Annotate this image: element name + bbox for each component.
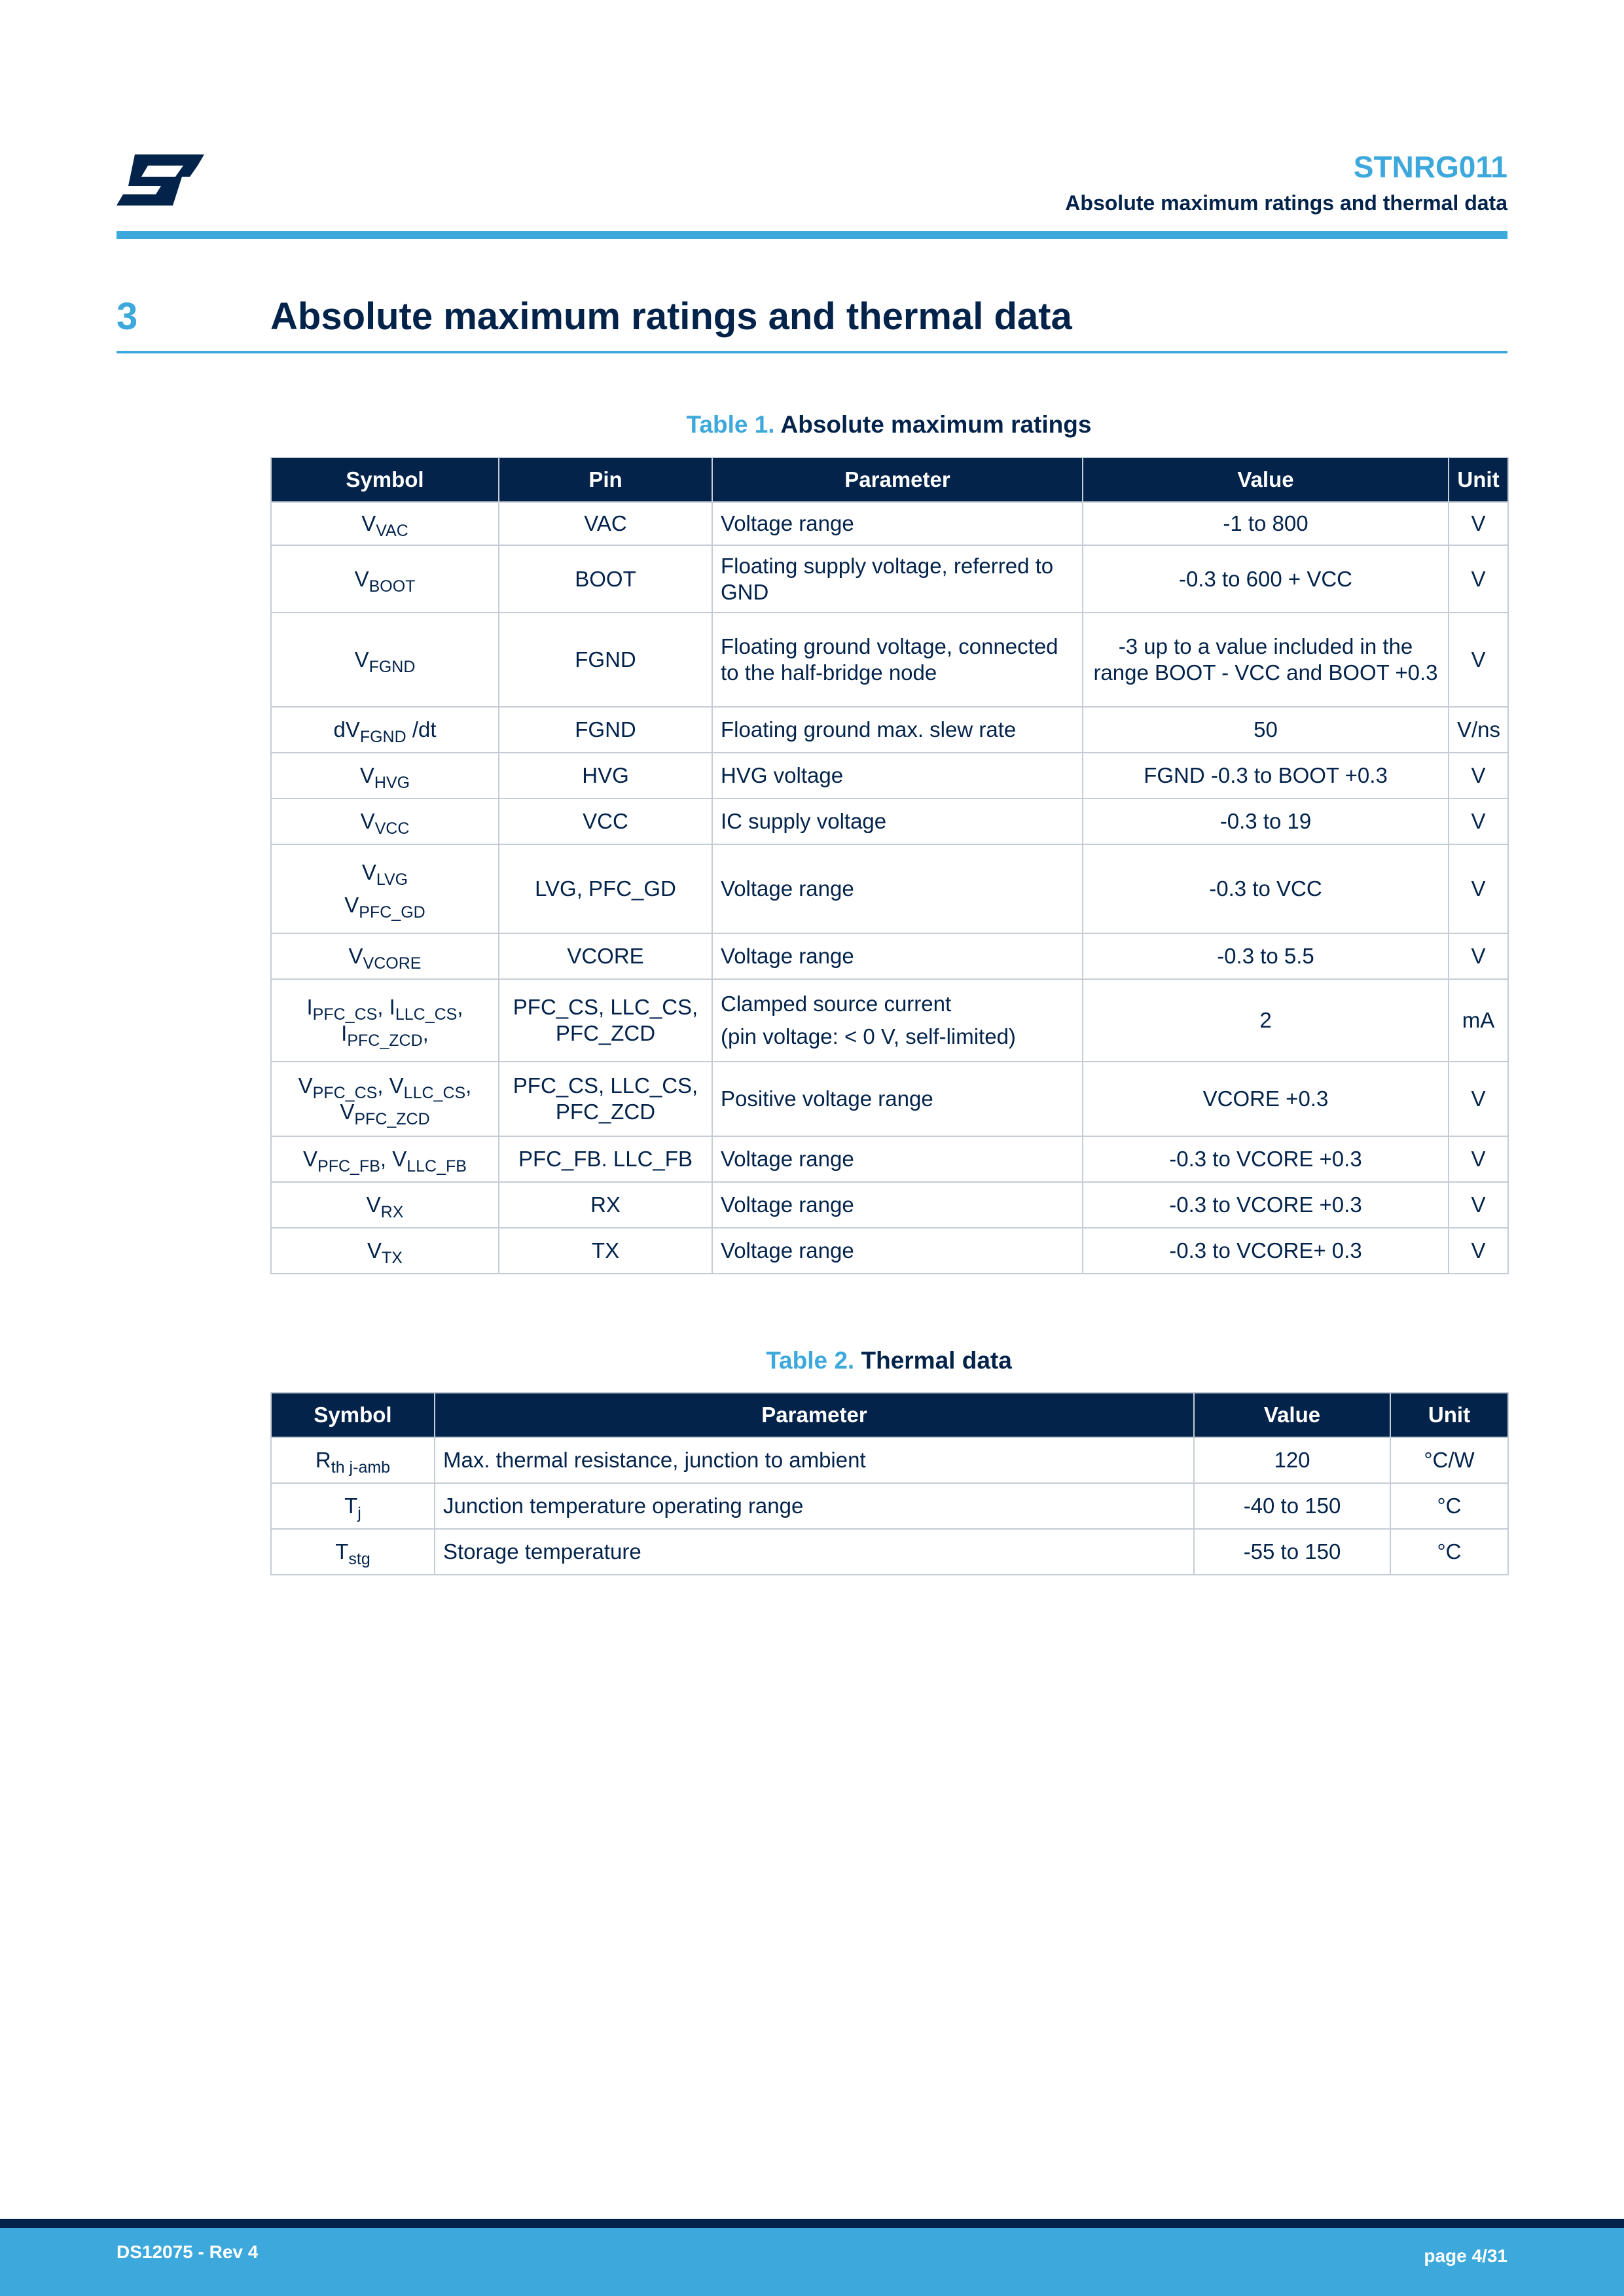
symbol-letter: R (315, 1448, 331, 1473)
document-revision: DS12075 - Rev 4 (117, 2242, 259, 2262)
parameter-line: Clamped source current (721, 992, 952, 1016)
unit-cell: V (1449, 753, 1508, 798)
symbol-letter: T (344, 1494, 358, 1518)
table2-header-row (271, 1393, 1508, 1437)
symbol-subscript: HVG (374, 774, 410, 793)
parameter-cell: Voltage range (712, 933, 1083, 979)
symbol-cell (271, 1062, 499, 1136)
value-cell: -55 to 150 (1194, 1529, 1390, 1575)
symbol-cell (271, 1182, 499, 1228)
symbol-cell (271, 545, 499, 613)
parameter-cell: Floating ground max. slew rate (712, 707, 1083, 753)
parameter-cell: HVG voltage (712, 753, 1083, 798)
unit-cell: V (1449, 844, 1508, 933)
pin-cell: TX (499, 1228, 712, 1274)
pin-cell: VAC (499, 502, 712, 545)
symbol-subscript: VCC (374, 819, 410, 838)
table2-caption (270, 1347, 1507, 1374)
table2-title: Thermal data (861, 1347, 1012, 1374)
header-rule (117, 231, 1507, 239)
symbol-cell (271, 1228, 499, 1274)
pin-cell: BOOT (499, 545, 712, 613)
unit-cell: V (1449, 933, 1508, 979)
value-cell: -0.3 to VCORE +0.3 (1083, 1136, 1449, 1182)
value-cell: -0.3 to 600 + VCC (1083, 545, 1449, 613)
table-row (271, 1483, 1508, 1529)
symbol-line (280, 859, 490, 889)
pin-cell: VCORE (499, 933, 712, 979)
table-row (271, 1529, 1508, 1575)
symbol-suffix: , (465, 1073, 472, 1098)
symbol-subscript: VCORE (363, 954, 422, 973)
table1-body (271, 502, 1508, 1274)
unit-cell: °C/W (1390, 1437, 1508, 1483)
section-title: Absolute maximum ratings and thermal data (270, 295, 1072, 338)
unit-cell: V (1449, 545, 1508, 613)
table2-body (271, 1437, 1508, 1575)
table-row (271, 753, 1508, 798)
unit-cell: V (1449, 1182, 1508, 1228)
table-row (271, 1182, 1508, 1228)
table1-header-value: Value (1083, 457, 1449, 502)
footer-rule (0, 2219, 1624, 2228)
pin-cell: LVG, PFC_GD (499, 844, 712, 933)
table1-label: Table 1. (686, 411, 775, 438)
value-cell: 50 (1083, 707, 1449, 753)
table-row (271, 979, 1508, 1062)
table-row (271, 545, 1508, 613)
symbol-subscript: j (357, 1504, 361, 1523)
symbol-letter: V (354, 566, 369, 591)
symbol-subscript: LVG (376, 870, 408, 889)
table-row (271, 798, 1508, 844)
symbol-letter: V (298, 1073, 313, 1098)
value-cell: 120 (1194, 1437, 1390, 1483)
table1-header-row (271, 457, 1508, 502)
table1-header-unit: Unit (1449, 457, 1508, 502)
symbol-suffix: /dt (406, 717, 437, 742)
unit-cell: °C (1390, 1529, 1508, 1575)
pin-cell: PFC_CS, LLC_CS, PFC_ZCD (499, 979, 712, 1062)
symbol-cell (271, 844, 499, 933)
symbol-cell (271, 798, 499, 844)
parameter-cell: Floating ground voltage, connected to the half-bridge node (712, 613, 1083, 707)
symbol-subscript: PFC_ZCD (354, 1110, 430, 1128)
unit-cell: V (1449, 798, 1508, 844)
parameter-cell: IC supply voltage (712, 798, 1083, 844)
symbol-cell (271, 753, 499, 798)
value-cell: -0.3 to 19 (1083, 798, 1449, 844)
symbol-line (280, 892, 490, 922)
document-title: STNRG011 (1353, 150, 1507, 184)
symbol-suffix: , (377, 995, 389, 1020)
page-number: page 4/31 (1424, 2246, 1507, 2266)
symbol-subscript: TX (382, 1249, 403, 1268)
parameter-cell: Voltage range (712, 502, 1083, 545)
value-cell: -3 up to a value included in the range BOOT - VCC and BOOT +0.3 (1083, 613, 1449, 707)
symbol-subscript: PFC_CS (312, 1084, 378, 1103)
symbol-letter: T (335, 1539, 349, 1564)
parameter-cell: Voltage range (712, 844, 1083, 933)
pin-cell: FGND (499, 613, 712, 707)
table-row (271, 933, 1508, 979)
symbol-suffix: , (377, 1073, 389, 1098)
symbol-cell (271, 1529, 435, 1575)
absolute-maximum-ratings-table (270, 457, 1509, 1274)
symbol-subscript: FGND (369, 658, 416, 677)
symbol-subscript: PFC_FB (317, 1157, 380, 1176)
symbol-subscript: VAC (376, 522, 408, 541)
value-cell: -1 to 800 (1083, 502, 1449, 545)
thermal-data-table (270, 1392, 1509, 1575)
section-rule (117, 351, 1507, 353)
table2-label: Table 2. (766, 1347, 855, 1374)
value-cell: -0.3 to VCORE+ 0.3 (1083, 1228, 1449, 1274)
symbol-letter: V (344, 893, 359, 917)
value-cell: -0.3 to 5.5 (1083, 933, 1449, 979)
section-number: 3 (117, 295, 138, 338)
table-row (271, 1437, 1508, 1483)
table-row (271, 707, 1508, 753)
symbol-suffix: , (457, 995, 463, 1020)
table-row (271, 613, 1508, 707)
symbol-subscript: RX (380, 1203, 404, 1222)
value-cell: -40 to 150 (1194, 1483, 1390, 1529)
symbol-cell (271, 613, 499, 707)
symbol-subscript: LLC_FB (406, 1157, 467, 1176)
symbol-suffix: , (380, 1147, 393, 1172)
table-row (271, 1228, 1508, 1274)
table-row (271, 844, 1508, 933)
pin-cell: HVG (499, 753, 712, 798)
symbol-cell (271, 1136, 499, 1182)
symbol-cell (271, 502, 499, 545)
symbol-letter: V (303, 1147, 318, 1172)
table-row (271, 502, 1508, 545)
symbol-subscript: PFC_GD (359, 903, 425, 922)
symbol-letter: V (354, 647, 369, 672)
table1-header-parameter: Parameter (712, 457, 1083, 502)
unit-cell: V/ns (1449, 707, 1508, 753)
parameter-cell: Storage temperature (435, 1529, 1194, 1575)
symbol-subscript: PFC_CS (312, 1005, 378, 1024)
symbol-cell (271, 1437, 435, 1483)
symbol-letter: I (341, 1021, 348, 1045)
symbol-letter: V (361, 860, 376, 885)
symbol-letter: V (366, 1193, 381, 1217)
parameter-cell (712, 979, 1083, 1062)
table1-title: Absolute maximum ratings (780, 411, 1092, 438)
table1-caption (270, 411, 1507, 439)
table2-header-symbol: Symbol (271, 1393, 435, 1437)
symbol-letter: I (389, 995, 395, 1020)
pin-cell: PFC_CS, LLC_CS, PFC_ZCD (499, 1062, 712, 1136)
symbol-subscript: stg (348, 1550, 370, 1569)
unit-cell: V (1449, 1062, 1508, 1136)
value-cell: -0.3 to VCC (1083, 844, 1449, 933)
symbol-subscript: BOOT (369, 577, 416, 596)
symbol-letter: V (367, 1238, 382, 1263)
value-cell: VCORE +0.3 (1083, 1062, 1449, 1136)
table2-header-unit: Unit (1390, 1393, 1508, 1437)
symbol-suffix: , (422, 1021, 429, 1045)
unit-cell: V (1449, 1136, 1508, 1182)
pin-cell: VCC (499, 798, 712, 844)
pin-cell: PFC_FB. LLC_FB (499, 1136, 712, 1182)
symbol-letter: V (392, 1147, 407, 1172)
table2-header-parameter: Parameter (435, 1393, 1194, 1437)
symbol-cell (271, 933, 499, 979)
parameter-cell: Voltage range (712, 1228, 1083, 1274)
symbol-letter: dV (333, 717, 360, 742)
symbol-letter: V (348, 944, 363, 969)
symbol-letter: I (306, 995, 313, 1020)
symbol-subscript: PFC_ZCD (347, 1031, 423, 1050)
parameter-cell: Voltage range (712, 1136, 1083, 1182)
unit-cell: mA (1449, 979, 1508, 1062)
parameter-cell: Max. thermal resistance, junction to ambient (435, 1437, 1194, 1483)
value-cell: -0.3 to VCORE +0.3 (1083, 1182, 1449, 1228)
pin-cell: RX (499, 1182, 712, 1228)
symbol-letter: V (340, 1100, 355, 1124)
parameter-cell: Junction temperature operating range (435, 1483, 1194, 1529)
symbol-letter: V (360, 809, 375, 834)
table1-header-pin: Pin (499, 457, 712, 502)
value-cell: 2 (1083, 979, 1449, 1062)
symbol-cell (271, 707, 499, 753)
symbol-letter: V (361, 511, 376, 536)
unit-cell: °C (1390, 1483, 1508, 1529)
unit-cell: V (1449, 613, 1508, 707)
parameter-cell: Positive voltage range (712, 1062, 1083, 1136)
symbol-cell (271, 979, 499, 1062)
parameter-cell: Voltage range (712, 1182, 1083, 1228)
table2-header-value: Value (1194, 1393, 1390, 1437)
st-logo (117, 154, 204, 206)
table1-header-symbol: Symbol (271, 457, 499, 502)
symbol-subscript: th j-amb (331, 1458, 391, 1477)
value-cell: FGND -0.3 to BOOT +0.3 (1083, 753, 1449, 798)
parameter-line: (pin voltage: < 0 V, self-limited) (721, 1024, 1016, 1049)
pin-cell: FGND (499, 707, 712, 753)
symbol-subscript: LLC_CS (403, 1084, 466, 1103)
symbol-subscript: FGND (359, 728, 406, 747)
symbol-letter: V (359, 763, 374, 788)
symbol-subscript: LLC_CS (395, 1005, 458, 1024)
unit-cell: V (1449, 502, 1508, 545)
table-row (271, 1136, 1508, 1182)
unit-cell: V (1449, 1228, 1508, 1274)
table-row (271, 1062, 1508, 1136)
symbol-cell (271, 1483, 435, 1529)
symbol-letter: V (389, 1073, 404, 1098)
parameter-cell: Floating supply voltage, referred to GND (712, 545, 1083, 613)
header-section-subtitle: Absolute maximum ratings and thermal data (1065, 191, 1507, 215)
